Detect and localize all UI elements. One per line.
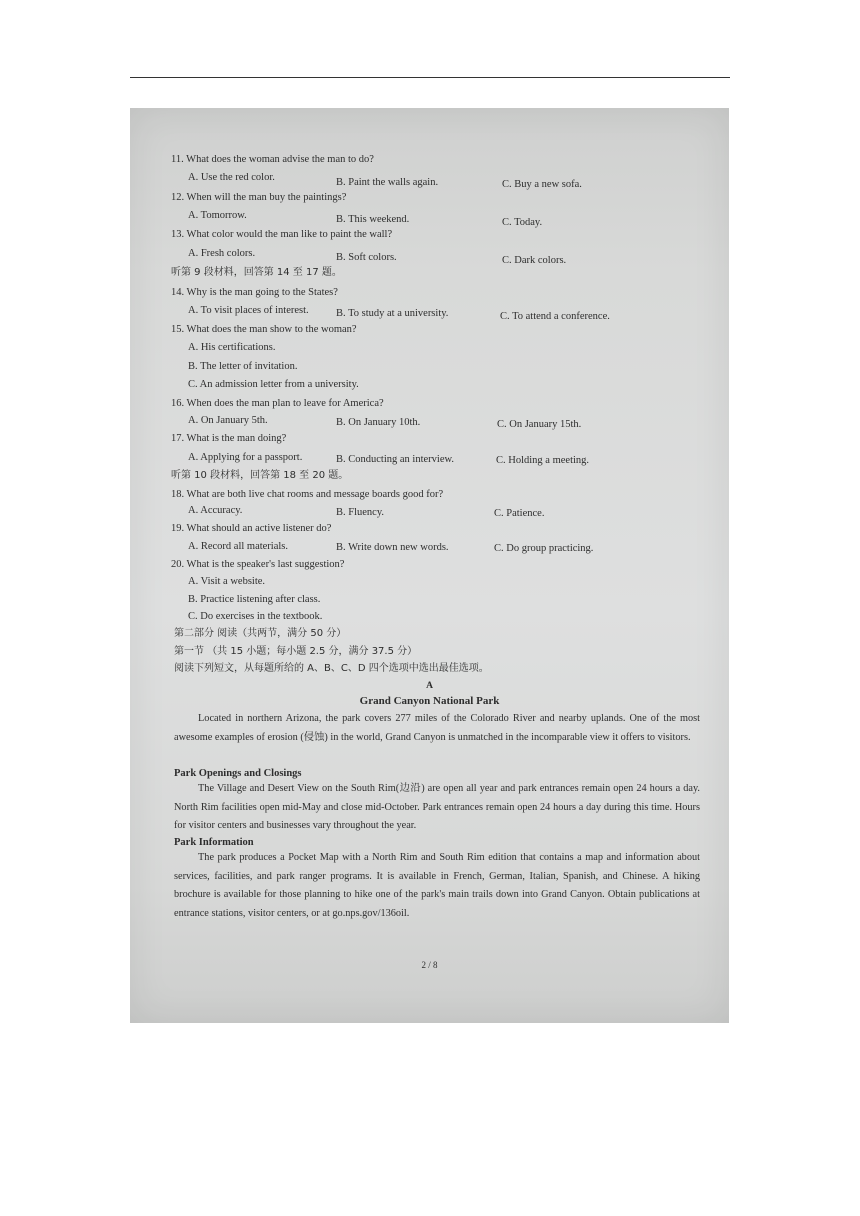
q16-option-b: B. On January 10th. bbox=[336, 417, 421, 428]
q18-option-c: C. Patience. bbox=[494, 508, 545, 519]
question-18: 18. What are both live chat rooms and message boards good for? bbox=[171, 489, 444, 500]
question-11: 11. What does the woman advise the man to do? bbox=[171, 154, 374, 165]
question-17: 17. What is the man doing? bbox=[171, 433, 287, 444]
q12-option-c: C. Today. bbox=[502, 217, 543, 228]
q20-option-a: A. Visit a website. bbox=[188, 576, 266, 587]
q13-option-a: A. Fresh colors. bbox=[188, 248, 256, 259]
q14-option-b: B. To study at a university. bbox=[336, 308, 449, 319]
question-13: 13. What color would the man like to paint the wall? bbox=[171, 229, 393, 240]
reading-instruction: 阅读下列短文，从每题所给的 A、B、C、D 四个选项中选出最佳选项。 bbox=[174, 663, 489, 674]
q16-option-a: A. On January 5th. bbox=[188, 415, 268, 426]
question-12: 12. When will the man buy the paintings? bbox=[171, 192, 347, 203]
q17-option-c: C. Holding a meeting. bbox=[496, 455, 590, 466]
part-2-title: 第二部分 阅读（共两节，满分 50 分） bbox=[174, 628, 347, 639]
q13-option-b: B. Soft colors. bbox=[336, 252, 397, 263]
q14-option-c: C. To attend a conference. bbox=[500, 311, 610, 322]
scanned-exam-page bbox=[130, 108, 729, 1023]
section-9-instruction: 听第 9 段材料，回答第 14 至 17 题。 bbox=[171, 267, 342, 278]
heading-park-openings: Park Openings and Closings bbox=[174, 768, 302, 779]
q20-option-b: B. Practice listening after class. bbox=[188, 594, 321, 605]
question-19: 19. What should an active listener do? bbox=[171, 523, 332, 534]
q12-option-b: B. This weekend. bbox=[336, 214, 410, 225]
q11-option-b: B. Paint the walls again. bbox=[336, 177, 439, 188]
q18-option-a: A. Accuracy. bbox=[188, 505, 243, 516]
q19-option-c: C. Do group practicing. bbox=[494, 543, 594, 554]
q18-option-b: B. Fluency. bbox=[336, 507, 385, 518]
question-20: 20. What is the speaker's last suggestion? bbox=[171, 559, 345, 570]
q15-option-b: B. The letter of invitation. bbox=[188, 361, 298, 372]
question-14: 14. Why is the man going to the States? bbox=[171, 287, 338, 298]
q12-option-a: A. Tomorrow. bbox=[188, 210, 247, 221]
q19-option-b: B. Write down new words. bbox=[336, 542, 449, 553]
section-1-title: 第一节 （共 15 小题；每小题 2.5 分，满分 37.5 分） bbox=[174, 646, 418, 657]
passage-title: Grand Canyon National Park bbox=[359, 695, 500, 707]
q13-option-c: C. Dark colors. bbox=[502, 255, 567, 266]
q11-option-c: C. Buy a new sofa. bbox=[502, 179, 582, 190]
q15-option-a: A. His certifications. bbox=[188, 342, 276, 353]
heading-park-information: Park Information bbox=[174, 837, 254, 848]
passage-intro: Located in northern Arizona, the park covers 277 miles of the Colorado River and nearby uplands. One of the most awesome examples of erosion (侵蚀) in the world, Grand Canyon is unmatched in the incomparable view it offers to visitors. bbox=[174, 713, 700, 743]
q14-option-a: A. To visit places of interest. bbox=[188, 305, 309, 316]
q20-option-c: C. Do exercises in the textbook. bbox=[188, 611, 323, 622]
q17-option-a: A. Applying for a passport. bbox=[188, 452, 303, 463]
question-16: 16. When does the man plan to leave for America? bbox=[171, 398, 384, 409]
q11-option-a: A. Use the red color. bbox=[188, 172, 275, 183]
q17-option-b: B. Conducting an interview. bbox=[336, 454, 455, 465]
question-15: 15. What does the man show to the woman? bbox=[171, 324, 357, 335]
page-number: 2 / 8 bbox=[421, 960, 438, 970]
q15-option-c: C. An admission letter from a university. bbox=[188, 379, 359, 390]
passage-letter: A bbox=[426, 681, 433, 691]
header-rule bbox=[130, 77, 730, 78]
paragraph-openings: The Village and Desert View on the South Rim(边沿) are open all year and park entrances remain open 24 hours a day. North Rim facilities open mid-May and close mid-October. Park entrances remain open 24 hours a day during this time. Hours for visitor centers and businesses vary throughout the year. bbox=[174, 783, 700, 831]
q19-option-a: A. Record all materials. bbox=[188, 541, 289, 552]
section-10-instruction: 听第 10 段材料，回答第 18 至 20 题。 bbox=[171, 470, 349, 481]
paragraph-information: The park produces a Pocket Map with a North Rim and South Rim edition that contains a map and information about services, facilities, and park ranger programs. It is available in French, German, Italian, Spanish, and Chinese. A hiking brochure is available for those planning to hike one of the park's main trails down into Grand Canyon. Obtain publications at entrance stations, visitor centers, or at go.nps.gov/136oil. bbox=[174, 852, 700, 919]
q16-option-c: C. On January 15th. bbox=[497, 419, 582, 430]
